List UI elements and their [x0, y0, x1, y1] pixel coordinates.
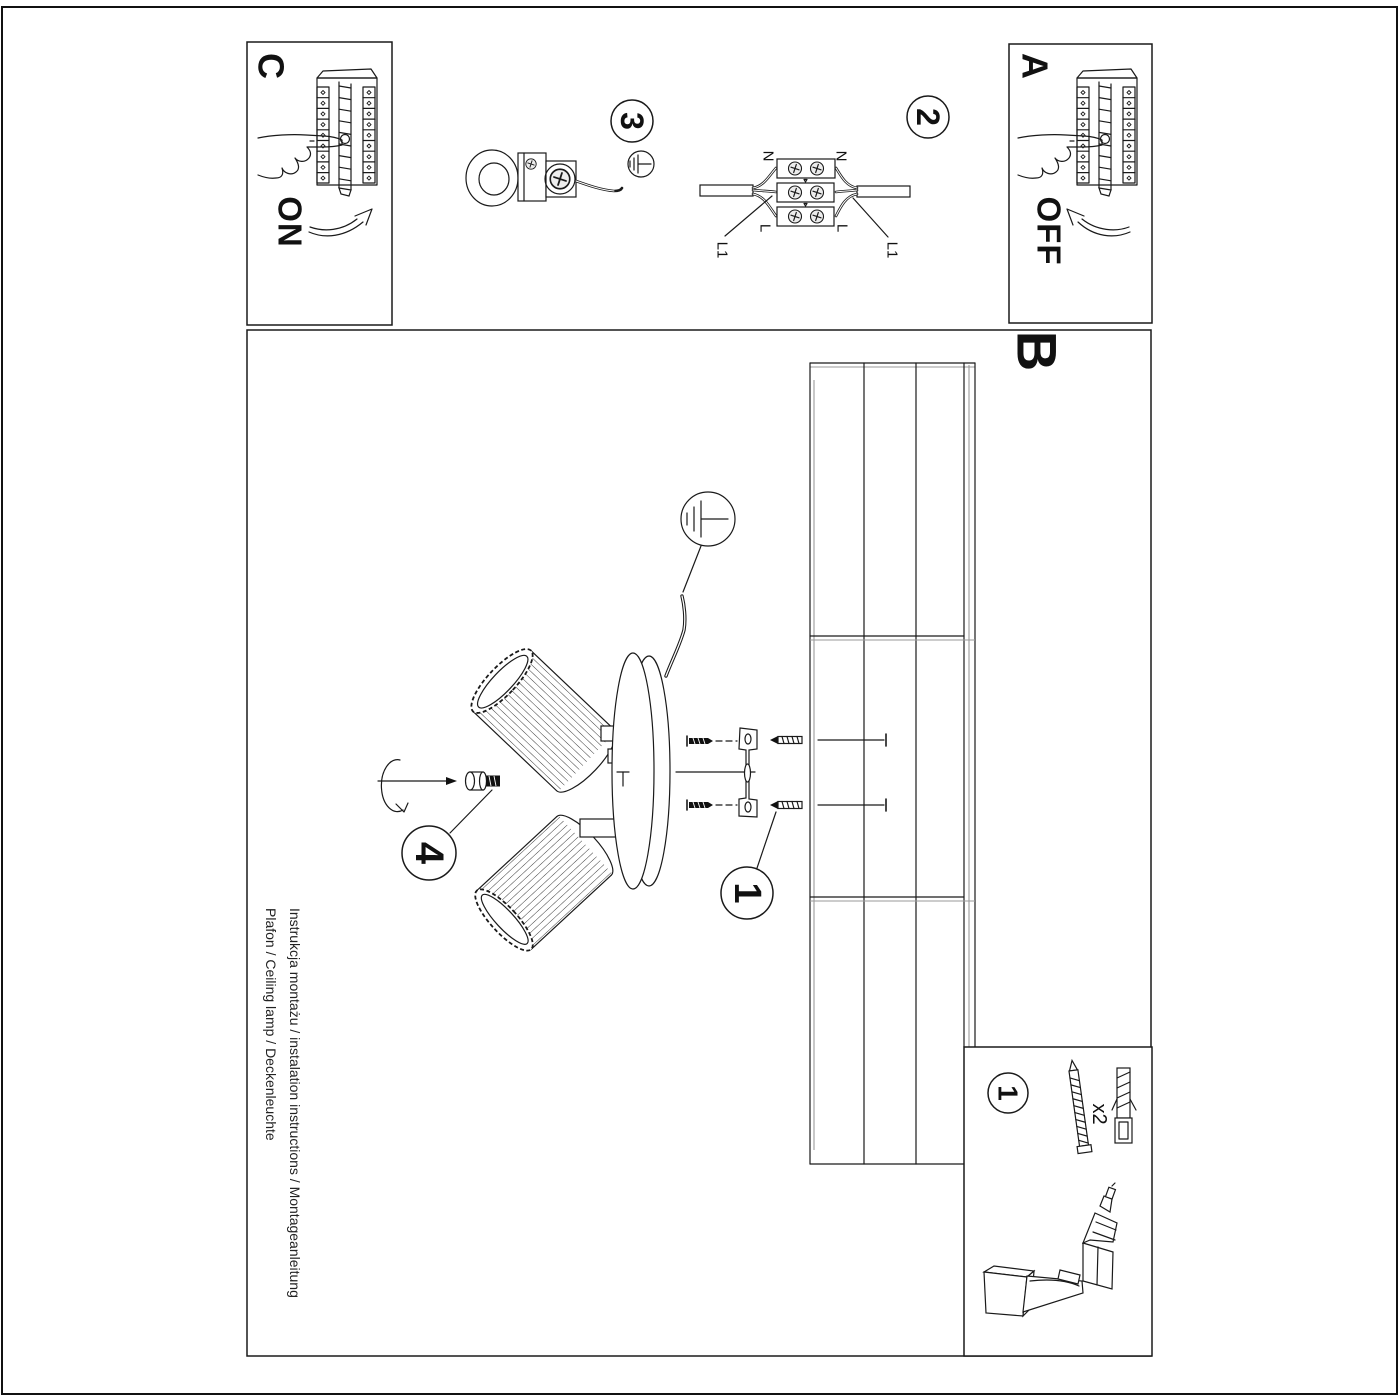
terminal-wiring-illustration — [700, 151, 910, 259]
step-a-box — [1009, 44, 1152, 323]
wire-label-l1-right: L1 — [883, 241, 901, 259]
kit-callout-number: 1 — [992, 1085, 1024, 1101]
kit-callout-1 — [988, 1073, 1028, 1113]
earth-symbol-small-icon — [628, 151, 654, 177]
parts-kit-box — [964, 1047, 1152, 1356]
wire-label-n-right: N — [832, 150, 850, 162]
switch-on-label: ON — [271, 196, 309, 248]
footer-line-2: Plafon / Ceiling lamp / Deckenleuchte — [263, 908, 279, 1141]
step-a-label: A — [1014, 53, 1056, 79]
step-b-label: B — [1005, 330, 1069, 372]
switch-off-label: OFF — [1030, 196, 1068, 266]
callout-3-number: 3 — [614, 112, 650, 130]
callout-3 — [611, 100, 653, 142]
callout-1-number: 1 — [726, 882, 768, 904]
wire-label-l-left: L — [756, 223, 774, 233]
wire-label-n-left: N — [759, 150, 777, 162]
cable-gland-illustration — [466, 150, 622, 206]
step-c-label: C — [250, 53, 292, 79]
callout-2-number: 2 — [910, 108, 946, 126]
wire-label-l-right: L — [833, 223, 851, 233]
kit-quantity-label: x2 — [1088, 1103, 1110, 1125]
lamp-canopy-base — [612, 653, 670, 889]
callout-4-number: 4 — [407, 841, 451, 865]
step-c-box — [247, 42, 392, 325]
footer-line-1: Instrukcja montażu / instalation instructions / Montageanleitung — [287, 908, 303, 1298]
callout-2 — [907, 96, 949, 138]
wire-label-l1-left: L1 — [713, 241, 731, 259]
